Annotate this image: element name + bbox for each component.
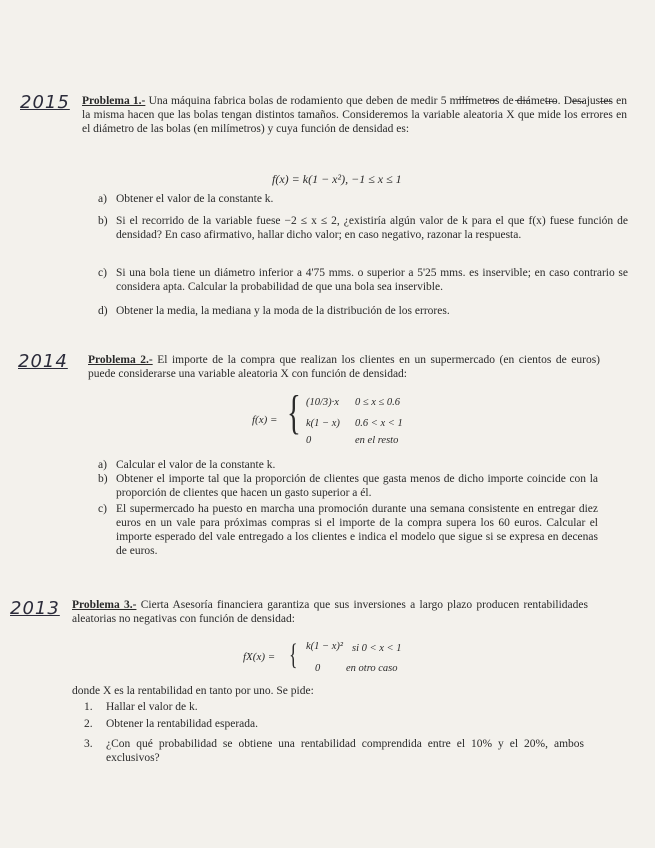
p3-row-2-cond: en otro caso bbox=[346, 663, 398, 674]
problem-1-item-c bbox=[98, 266, 628, 294]
problem-3-item-1 bbox=[84, 700, 584, 714]
p2-row-2-expr: k(1 − x) bbox=[306, 418, 340, 429]
p2-row-3-cond: en el resto bbox=[355, 435, 399, 446]
problem-3-brace: { bbox=[289, 638, 298, 671]
problem-3-text: Cierta Asesoría financiera garantiza que sus inversiones a largo plazo producen rentabilidades aleatorias no negativas con función de densidad: bbox=[72, 599, 588, 625]
item-mark: 3. bbox=[84, 738, 93, 750]
item-mark: 2. bbox=[84, 718, 93, 730]
problem-3-after: donde X es la rentabilidad en tanto por uno. Se pide: bbox=[72, 685, 314, 697]
problem-2-item-c bbox=[98, 502, 598, 558]
item-mark: c) bbox=[98, 267, 107, 279]
margin-year-2013: 2013 bbox=[10, 598, 60, 619]
problem-2-statement bbox=[88, 353, 600, 381]
item-text: Obtener el importe tal que la proporción de clientes que gasta menos de dicho importe coincide con la proporción de clientes que hacen un gasto superior a él. bbox=[116, 473, 598, 499]
item-text: Si una bola tiene un diámetro inferior a 4'75 mms. o superior a 5'25 mms. es inservible; en caso contrario se considera apta. Calcular la probabilidad de que una bola sea inservible. bbox=[116, 267, 628, 293]
problem-2-title: Problema 2.- bbox=[88, 354, 153, 366]
problem-1-item-b bbox=[98, 214, 628, 242]
item-text: Obtener el valor de la constante k. bbox=[116, 193, 274, 205]
item-text: Hallar el valor de k. bbox=[106, 701, 198, 713]
p2-row-1-cond: 0 ≤ x ≤ 0.6 bbox=[355, 397, 401, 408]
problem-1-statement bbox=[82, 94, 627, 136]
problem-1-item-d bbox=[98, 304, 628, 318]
p3-row-2-expr: 0 bbox=[315, 663, 321, 674]
item-text: El supermercado ha puesto en marcha una promoción durante una semana consistente en entregar diez euros en un vale para próximas compras si el importe de la compra supera los 60 euros. Calcular el importe esperado del vale entregado a los clientes e indica el modelo que sigue si se expresa en decenas de euros. bbox=[116, 503, 598, 557]
item-text: Obtener la rentabilidad esperada. bbox=[106, 718, 258, 730]
problem-3-item-3 bbox=[84, 737, 584, 765]
problem-1-formula: f(x) = k(1 − x²), −1 ≤ x ≤ 1 bbox=[272, 172, 402, 186]
p2-row-3-expr: 0 bbox=[306, 435, 312, 446]
p3-row-1-expr: k(1 − x)² bbox=[306, 641, 344, 652]
item-mark: 1. bbox=[84, 701, 93, 713]
item-mark: d) bbox=[98, 305, 108, 317]
margin-year-2015: 2015 bbox=[20, 92, 70, 113]
problem-1-title: Problema 1.- bbox=[82, 95, 146, 107]
item-text: Si el recorrido de la variable fuese −2 ≤ x ≤ 2, ¿existiría algún valor de k para el que f(x) fuese función de densidad? En caso afirmativo, hallar dicho valor; en caso negativo, razonar la respuesta. bbox=[116, 215, 628, 241]
margin-year-2014: 2014 bbox=[18, 351, 68, 372]
problem-2-brace: { bbox=[287, 386, 301, 439]
item-mark: b) bbox=[98, 473, 108, 485]
problem-2-lhs: f(x) = bbox=[252, 414, 278, 426]
problem-1-item-a bbox=[98, 192, 628, 206]
item-text: Obtener la media, la mediana y la moda de la distribución de los errores. bbox=[116, 305, 450, 317]
item-text: ¿Con qué probabilidad se obtiene una rentabilidad comprendida entre el 10% y el 20%, ambos exclusivos? bbox=[106, 738, 584, 764]
p2-row-2-cond: 0.6 < x < 1 bbox=[355, 418, 403, 429]
problem-2-item-a bbox=[98, 458, 598, 472]
p3-row-1-cond: si 0 < x < 1 bbox=[352, 643, 402, 654]
problem-1-text: Una máquina fabrica bolas de rodamiento que deben de medir 5 milímetros de diámetro. Desajustes en la misma hacen que las bolas tengan distintos tamaños. Consideremos la variable aleatoria X que mide los errores en el diámetro de las bolas (en milímetros) y cuya función de densidad es: bbox=[82, 95, 627, 135]
item-mark: a) bbox=[98, 459, 107, 471]
problem-2-text: El importe de la compra que realizan los clientes en un supermercado (en cientos de euros) puede considerarse una variable aleatoria X con función de densidad: bbox=[88, 354, 600, 380]
item-mark: c) bbox=[98, 503, 107, 515]
problem-2-item-b bbox=[98, 472, 598, 500]
item-mark: b) bbox=[98, 215, 108, 227]
problem-3-item-2 bbox=[84, 717, 584, 731]
item-text: Calcular el valor de la constante k. bbox=[116, 459, 276, 471]
p2-row-1-expr: (10/3)·x bbox=[306, 397, 339, 408]
item-mark: a) bbox=[98, 193, 107, 205]
problem-3-lhs: fX(x) = bbox=[243, 651, 276, 663]
problem-3-statement bbox=[72, 598, 588, 626]
problem-3-title: Problema 3.- bbox=[72, 599, 137, 611]
